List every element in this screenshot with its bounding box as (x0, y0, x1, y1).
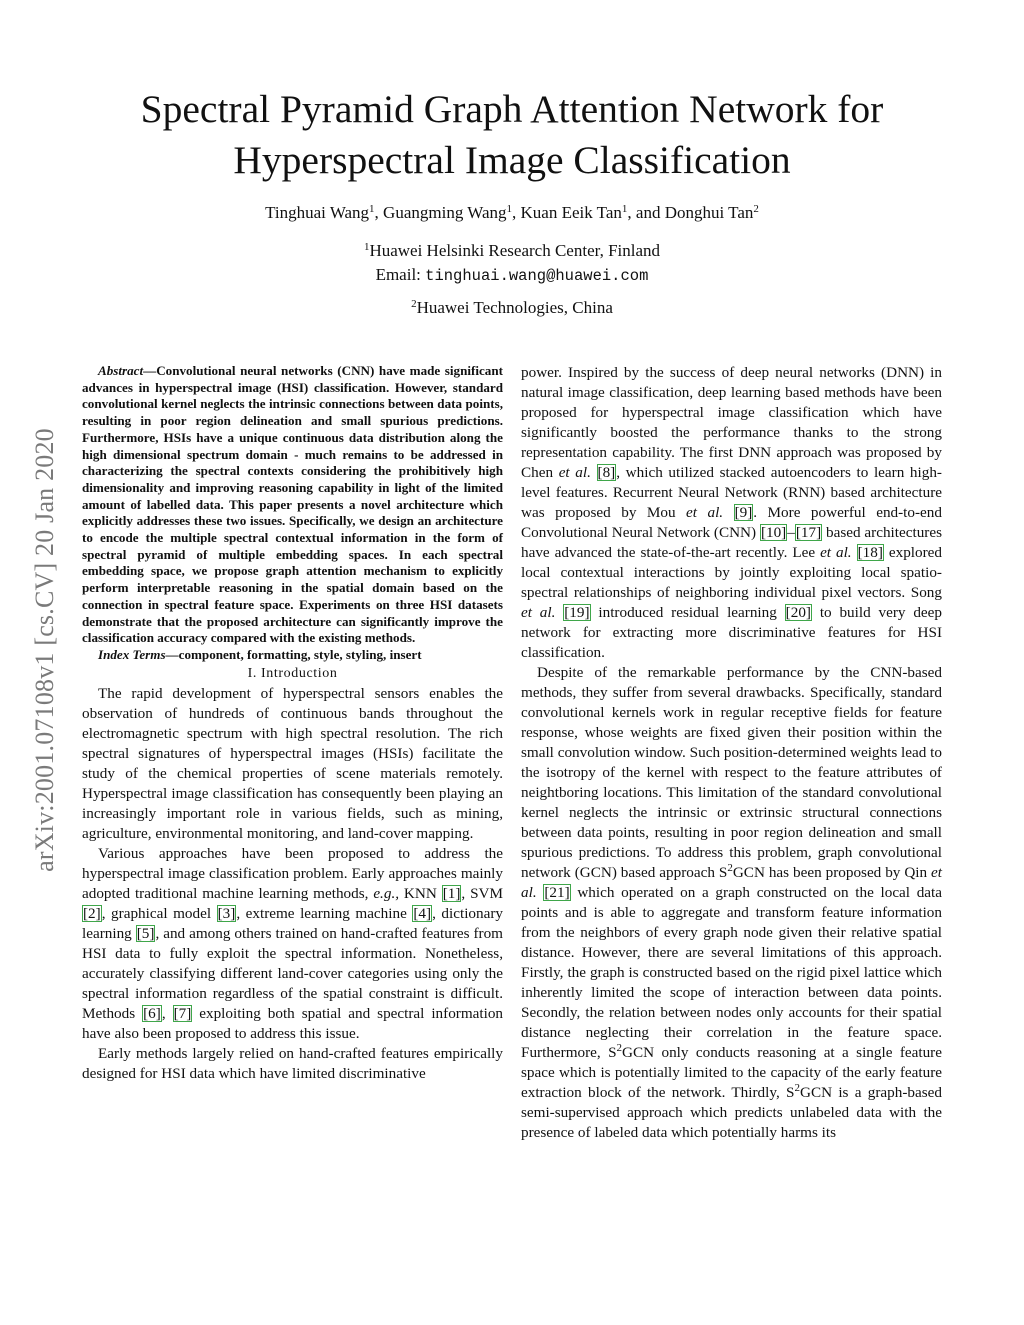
author-list (60, 202, 964, 224)
title-line-2: Hyperspectral Image Classification (233, 138, 791, 182)
index-terms (82, 647, 503, 664)
text-run: , and among others trained on hand-crafted features from HSI data to fully exploit the spectral information. Nonetheless, accurately classifying different land-cover categories using only the spectral information regardless of the spatial constraint is difficult. Methods (82, 924, 503, 1022)
abstract-text: —Convolutional neural networks (CNN) have made significant advances in hyperspectral image (HSI) classification. However, standard convolutional kernel neglects the intrinsic connections between data points, resulting in poor region delineation and small spurious predictions. Furthermore, HSIs have a unique continuous data distribution along the high dimensional spectrum domain - much remains to be addressed in characterizing the spectral contexts considering the prohibitively high dimensionality and improving reasoning capability in light of the limited amount of labelled data. This paper presents a novel architecture which explicitly addresses these two issues. Specifically, we design an architecture to encode the multiple spectral contextual information in the form of spectral pyramid of multiple embedding spaces. In each spectral embedding space, we propose graph attention mechanism to explicitly perform interpretable reasoning in the spatial domain based on the connection in spectral feature space. Experiments on three HSI datasets demonstrate that the proposed architecture can significantly improve the classification accuracy compared with the existing methods. (82, 363, 503, 646)
paragraph (521, 363, 942, 663)
citation-link[interactable]: [3] (217, 904, 236, 922)
text-run: , which utilized stacked autoencoders to learn high-level features. Recurrent Neural Network (RNN) based architecture was proposed by Mou (521, 464, 942, 521)
email-line (60, 264, 964, 287)
text-run: KNN (399, 884, 442, 902)
author-affiliation-mark: 1 (621, 203, 628, 215)
author-affiliation-mark: 1 (369, 203, 375, 215)
citation-link[interactable]: [7] (173, 1004, 192, 1022)
text-run (723, 504, 733, 521)
email-label: Email: (375, 265, 426, 284)
text-run: et al. (521, 864, 942, 901)
left-column (82, 363, 503, 1084)
paragraph (82, 844, 503, 1044)
affiliation-mark: 2 (411, 298, 417, 310)
citation-link[interactable]: [6] (143, 1004, 161, 1022)
section-heading: I. Introduction (247, 665, 338, 681)
author-separator: , (374, 203, 384, 222)
author-separator: , and (627, 203, 665, 222)
citation-link[interactable]: [9] (734, 504, 753, 521)
affiliation-text: Huawei Technologies, China (416, 298, 613, 317)
citation-link[interactable]: [10] (760, 524, 787, 541)
index-terms-label: Index Terms (98, 646, 166, 662)
affiliation-2 (60, 297, 964, 319)
text-run: , dictionary learning (82, 904, 503, 942)
email-address[interactable]: tinghuai.wang@huawei.com (425, 267, 649, 285)
arxiv-stamp: arXiv:2001.07108v1 [cs.CV] 20 Jan 2020 (30, 428, 59, 872)
paragraph (521, 663, 942, 1143)
author-name: Kuan Eeik Tan (520, 203, 622, 222)
index-terms-text: —component, formatting, style, styling, insert (165, 646, 422, 662)
citation-link[interactable]: [19] (564, 604, 590, 621)
text-run: , extreme learning machine (236, 904, 413, 922)
affiliation-1 (60, 240, 964, 262)
text-run: , SVM (461, 884, 504, 902)
citation-link[interactable]: [4] (413, 904, 432, 922)
citation-link[interactable]: [17] (795, 524, 822, 541)
author-affiliation-mark: 1 (506, 203, 512, 215)
paragraph: Early methods largely relied on hand-crafted features empirically designed for HSI data which have limited discriminative (82, 1044, 503, 1082)
author-separator: , (512, 203, 521, 222)
title-line-1: Spectral Pyramid Graph Attention Network for (140, 87, 884, 131)
superscript: 2 (616, 1042, 623, 1054)
text-run: , graphical model (101, 904, 217, 922)
text-run (852, 544, 857, 561)
author-name: Tinghuai Wang (265, 203, 370, 222)
citation-link[interactable]: [2] (83, 904, 101, 922)
author-name: Guangming Wang (383, 203, 507, 222)
text-run: . More powerful end-to-end Convolutional Neural Network (CNN) (521, 504, 942, 541)
right-column (521, 363, 942, 1143)
text-run: exploiting both spatial and spectral information have also been proposed to address this issue. (82, 1004, 504, 1042)
text-run: GCN has been proposed by Qin (732, 864, 932, 881)
text-run: introduced residual learning (590, 604, 785, 621)
text-run: Various approaches have been proposed to address the hyperspectral image classification problem. Early approaches mainly adopted traditional machine learning methods, (82, 844, 503, 902)
text-run: – (787, 524, 795, 541)
text-run: GCN is a graph-based semi-supervised approach which predicts unlabeled data with the presence of labeled data which potentially harms its (521, 1084, 942, 1141)
abstract (82, 363, 503, 647)
text-run: to build very deep network for extracting more discriminative features for HSI classification. (521, 604, 942, 661)
paragraph: The rapid development of hyperspectral sensors enables the observation of hundreds of continuous bands throughout the electromagnetic spectrum with high spectral resolution. The rich spectral signatures of hyperspectral images (HSIs) facilitate the study of the chemical properties of scene materials remotely. Hyperspectral image classification has consequently been playing an increasingly important role in various fields, such as mining, agriculture, environmental monitoring, and land-cover mapping. (82, 684, 503, 842)
citation-link[interactable]: [18] (857, 544, 883, 561)
author-name: Donghui Tan (664, 203, 754, 222)
text-run: GCN only conducts reasoning at a single feature space which is potentially limited to the capacity of the early feature extraction block of the network. Thirdly, S (521, 1044, 942, 1101)
text-run: based architectures have advanced the state-of-the-art recently. Lee (521, 524, 942, 561)
text-run: et al. (558, 464, 591, 481)
citation-link[interactable]: [20] (785, 604, 811, 621)
author-affiliation-mark: 2 (753, 203, 759, 215)
affiliation-text: Huawei Helsinki Research Center, Finland (369, 241, 661, 260)
text-run: which operated on a graph constructed on the local data points and is able to aggregate and transform feature information from the neighbors of every graph node given their relative spatial distance. However, there are several limitations of this approach. Firstly, the graph is constructed based on the rigid pixel lattice which inherently limited the scope of interaction between data points. Secondly, the relation between nodes only accounts for their spatial distance neglecting their correlation in the feature space. Furthermore, S (521, 884, 943, 1061)
text-run: e.g., (373, 884, 400, 902)
citation-link[interactable]: [5] (136, 924, 155, 942)
citation-link[interactable]: [8] (597, 464, 616, 481)
text-run: explored local contextual interactions by jointly exploiting local spatio-spectral relationships of neighboring individual pixel vectors. Song (521, 544, 942, 601)
paper-title (60, 84, 964, 186)
superscript: 2 (727, 862, 733, 874)
citation-link[interactable]: [21] (544, 884, 570, 901)
superscript: 2 (794, 1082, 800, 1094)
citation-link[interactable]: [1] (442, 884, 461, 902)
text-run: et al. (686, 504, 724, 521)
text-run: et al. (820, 544, 852, 561)
abstract-label: Abstract (98, 363, 144, 378)
text-run: power. Inspired by the success of deep neural networks (DNN) in natural image classification, deep learning based methods have been proposed for hyperspectral image classification which have significantly boosted the performance thanks to the strong representation capability. The first DNN approach was proposed by Chen (521, 364, 942, 481)
text-run: , (161, 1004, 173, 1022)
text-run: et al. (521, 604, 556, 621)
text-run: Despite of the remarkable performance by the CNN-based methods, they suffer from several drawbacks. Specifically, standard convolutional kernels work in regular receptive fields for feature response, whose weights are fixed given their position within the small convolution window. Such position-determined weights lead to the isotropy of the kernel with respect to the feature attributes of neightboring locations. This limitation of the standard convolutional kernel neglects the intrinsic or extrinsic structural connections between data points, resulting in poor region delineation and small spurious predictions. To address this problem, graph convolutional network (GCN) based approach S (521, 664, 942, 881)
text-run (591, 464, 597, 481)
affiliation-mark: 1 (363, 241, 370, 253)
